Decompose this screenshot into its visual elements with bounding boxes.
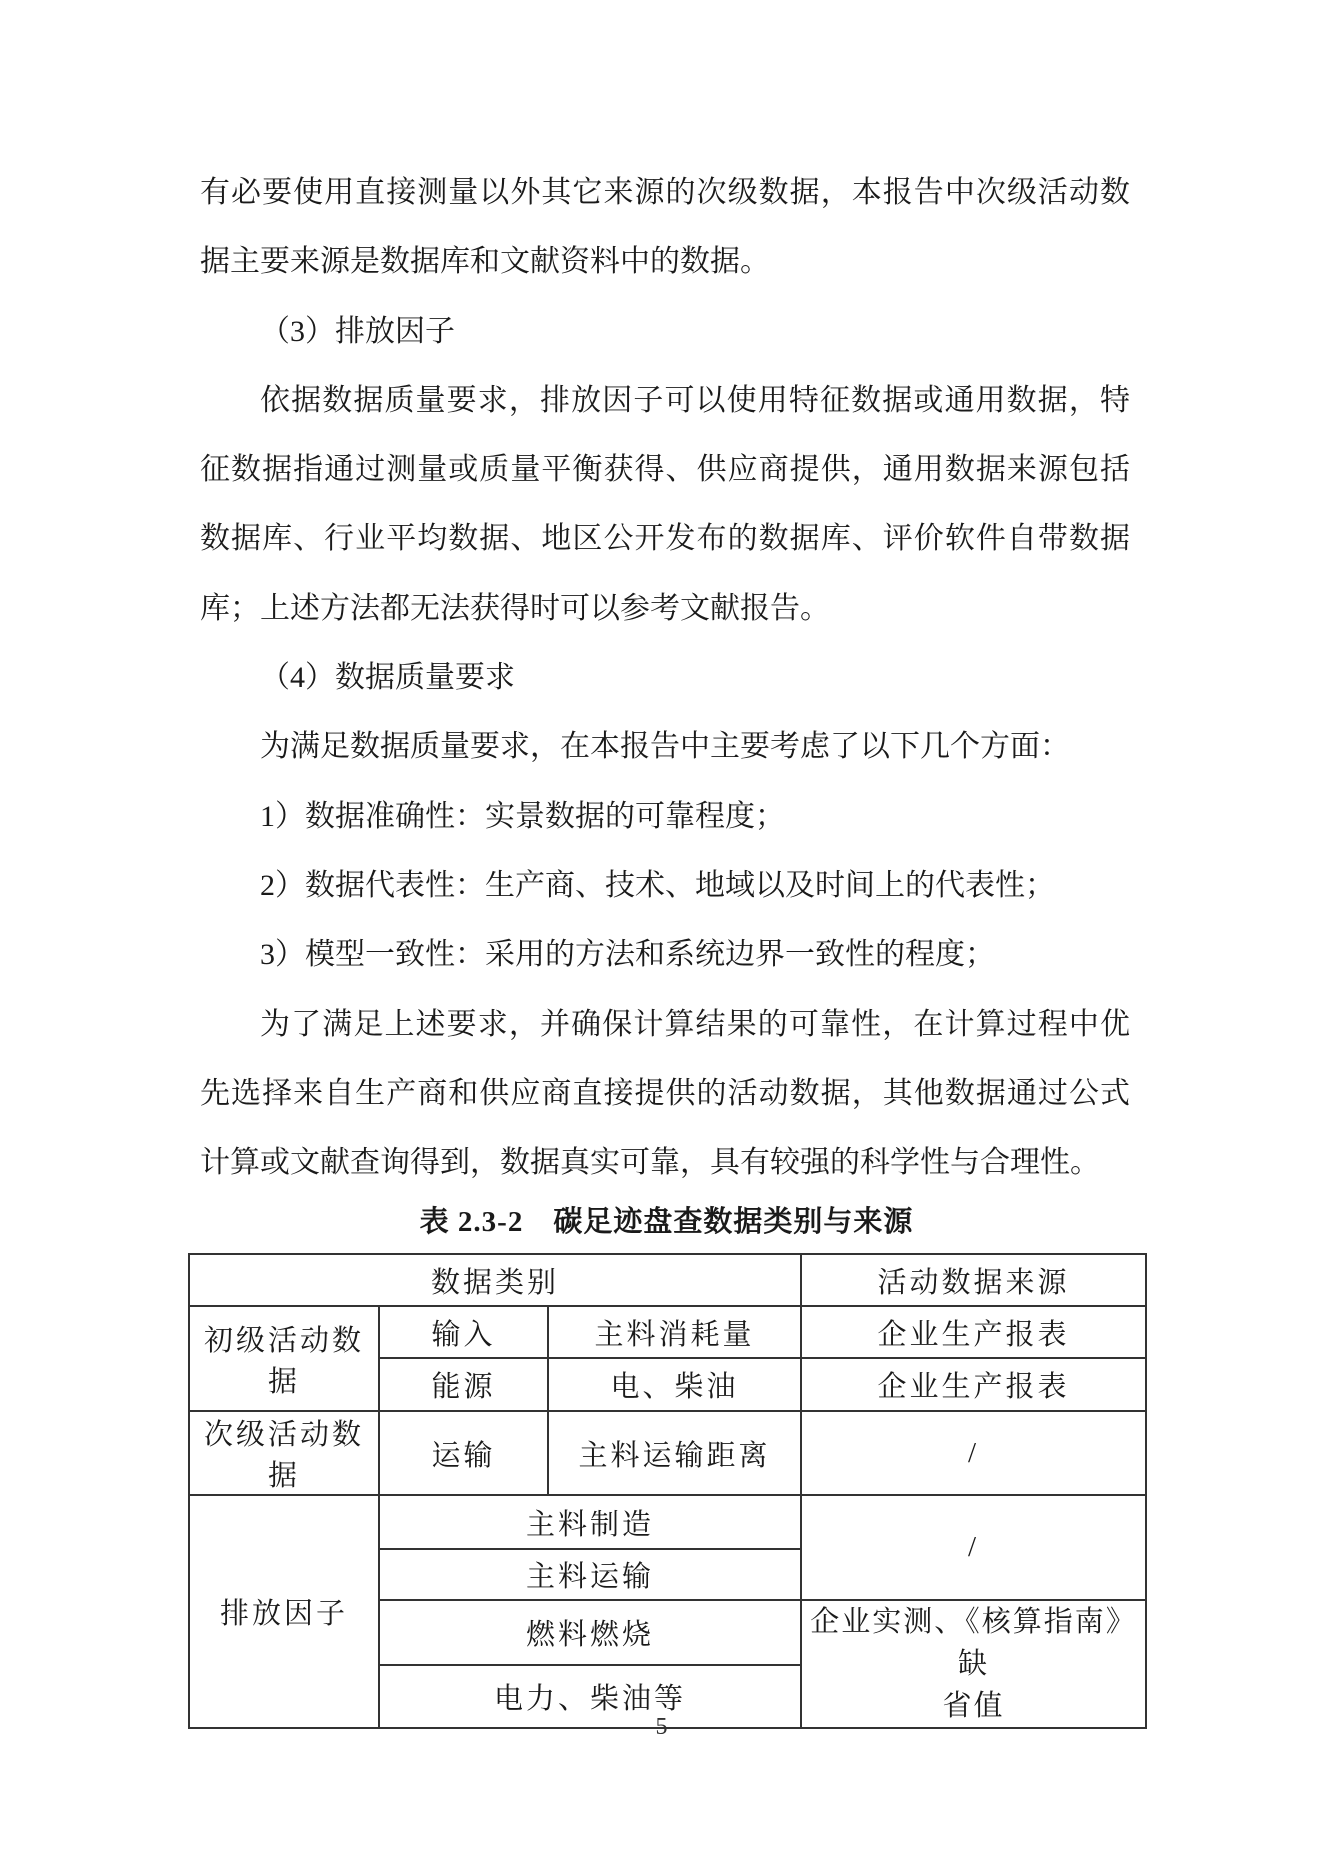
cell-source: / (801, 1495, 1146, 1600)
cell-item: 主料制造 (379, 1495, 801, 1549)
paragraph-line: 有必要使用直接测量以外其它来源的次级数据，本报告中次级活动数 (200, 176, 1130, 209)
cell-emission-label: 排放因子 (189, 1495, 379, 1728)
cell-type: 能源 (379, 1358, 548, 1411)
paragraph-line: 计算或文献查询得到，数据真实可靠，具有较强的科学性与合理性。 (200, 1146, 1100, 1180)
cell-item: 电力、柴油等 (379, 1665, 801, 1728)
cell-item: 燃料燃烧 (379, 1600, 801, 1665)
paragraph-line: （4）数据质量要求 (260, 661, 515, 695)
data-table (188, 1253, 1147, 1729)
table-row (189, 1306, 1146, 1358)
cell-item: 主料运输 (379, 1549, 801, 1600)
table-caption: 表 2.3-2 碳足迹盘查数据类别与来源 (419, 1206, 914, 1238)
cell-secondary-label: 次级活动数据 (189, 1411, 379, 1495)
cell-source: / (801, 1411, 1146, 1495)
paragraph-line: 数据库、行业平均数据、地区公开发布的数据库、评价软件自带数据 (200, 522, 1130, 556)
cell-item: 主料运输距离 (548, 1411, 801, 1495)
cell-type: 输入 (379, 1306, 548, 1358)
paragraph-line: 征数据指通过测量或质量平衡获得、供应商提供，通用数据来源包括 (200, 453, 1130, 487)
body-text (200, 158, 1130, 1197)
paragraph-line: 为了满足上述要求，并确保计算结果的可靠性，在计算过程中优 (260, 1007, 1130, 1041)
header-cell-source: 活动数据来源 (801, 1254, 1146, 1306)
cell-source-line: 企业实测、《核算指南》缺 (810, 1606, 1137, 1680)
table-row (189, 1411, 1146, 1495)
cell-source-line: 省值 (942, 1690, 1005, 1722)
paragraph-line: 3）模型一致性：采用的方法和系统边界一致性的程度； (260, 938, 995, 972)
paragraph-line: 2）数据代表性：生产商、技术、地域以及时间上的代表性； (260, 868, 1055, 902)
cell-source: 企业生产报表 (801, 1306, 1146, 1358)
paragraph-line: 1）数据准确性：实景数据的可靠程度； (260, 799, 785, 833)
cell-item: 电、柴油 (548, 1358, 801, 1411)
cell-source: 企业生产报表 (801, 1358, 1146, 1411)
paragraph-line: 据主要来源是数据库和文献资料中的数据。 (200, 245, 770, 279)
paragraph-line: 先选择来自生产商和供应商直接提供的活动数据，其他数据通过公式 (200, 1076, 1130, 1110)
page-number: 5 (655, 1714, 668, 1740)
paragraph-line: 为满足数据质量要求，在本报告中主要考虑了以下几个方面： (260, 730, 1070, 764)
paragraph-line: （3）排放因子 (260, 314, 455, 348)
cell-source (801, 1600, 1146, 1728)
cell-primary-label: 初级活动数据 (189, 1306, 379, 1411)
table-header-row (189, 1254, 1146, 1306)
header-cell-category: 数据类别 (189, 1254, 801, 1306)
cell-type: 运输 (379, 1411, 548, 1495)
paragraph-line: 依据数据质量要求，排放因子可以使用特征数据或通用数据，特 (260, 383, 1130, 417)
cell-item: 主料消耗量 (548, 1306, 801, 1358)
table-row (189, 1495, 1146, 1549)
paragraph-line: 库；上述方法都无法获得时可以参考文献报告。 (200, 591, 830, 625)
